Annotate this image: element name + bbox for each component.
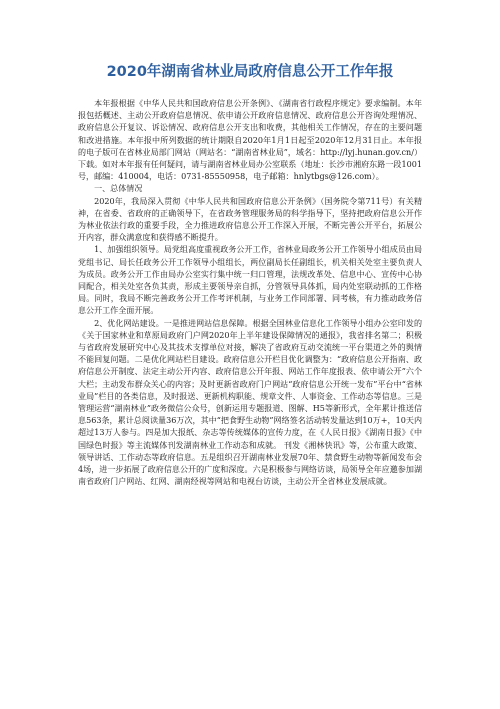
- document-title: 2020年湖南省林业局政府信息公开工作年报: [106, 64, 394, 80]
- intro-paragraph: 本年报根据《中华人民共和国政府信息公开条例》、《湖南省行政程序规定》要求编制。本年报包括概述、主动公开政府信息情况、依申请公开政府信息情况、政府信息公开咨询处理情况、政府信息公开复议、诉讼情况、政府信息公开支出和收费，其他相关工作情况，存在的主要问题和改进措施。本年报中所列数据的统计期限自2020年1月1日起至2020年12月31日止。本年报的电子版可在省林业局部门网站（网站名：“湖南省林业局”，域名：http://lyj.hunan.gov.cn/）下载。如对本年报有任何疑问，请与湖南省林业局办公室联系（地址：长沙市湘府东路一段1001号，邮编：410004，电话：0731-85550958，电子邮箱：hnlytbgs@126.com）。: [78, 99, 422, 182]
- document-body: [78, 98, 422, 489]
- website-construction-paragraph: 2、优化网站建设。一是推进网站信息保障。根据全国林业信息化工作领导小组办公室印发的《关于国家林业和草原局政府门户网2020年上半年建设保障情况的通报》，我省排名第二；积极与省政府发展研究中心及其技术支撑单位对接，解决了省政府互动交流统一平台渠道之外的舆情不能回复问题。二是优化网站栏目建设。政府信息公开栏目优化调整为：“政府信息公开指南、政府信息公开制度、法定主动公开内容、政府信息公开年报、网站工作年度报表、依申请公开”六个大栏；主动发布群众关心的内容；及时更新省政府门户网站“政府信息公开统一发布”平台中“省林业局”栏目的各类信息，及时报送、更新机构职能、规章文件、人事资金、工作动态等信息。三是管理运营“湖南林业”政务微信公众号，创新运用专题报道、图解、H5等新形式，全年累计推送信息563条，累计总阅读量36万次，其中“把食野生动物”网络签名活动转发量达到10万+，10天内超过13万人参与。四是加大报纸、杂志等传统媒体的宣传力度，在《人民日报》《湖南日报》《中国绿色时报》等主流媒体刊发湖南林业工作动态和成就。 刊发《湘林快讯》等，公布重大政策、领导讲话、工作动态等政府信息。五是组织召开湖南林业发展70年、禁食野生动物等新闻发布会4场，进一步拓展了政府信息公开的广度和深度。六是积极参与网络访谈，局领导全年应邀参加湖南省政府门户网站、红网、湖南经视等网站和电视台访谈，主动公开全省林业发展成就。: [78, 318, 422, 487]
- organization-leadership-paragraph: 1、加强组织领导。局党组高度重视政务公开工作，省林业局政务公开工作领导小组成员由局党组书记、局长任政务公开工作领导小组组长，两位副局长任副组长，机关相关处室主要负责人为成员。政务公开工作由局办公室实行集中统一归口管理，法规改革处、信息中心、宣传中心协同配合，相关处室各负其责，形成主要领导亲自抓，分管领导具体抓，局内处室联动抓的工作格局。同时，我局不断完善政务公开工作考评机制，与业务工作同部署、同考核，有力推动政务信息公开工作全面开展。: [78, 245, 422, 316]
- section-heading-overview: 一、总体情况: [94, 184, 143, 194]
- overview-paragraph: 2020年，我局深入贯彻《中华人民共和国政府信息公开条例》（国务院令第711号）有关精神，在省委、省政府的正确领导下，在省政务管理服务局的科学指导下，坚持把政府信息公开作为林业依法行政的重要手段，全力推进政府信息公开工作深入开展，不断完善公开平台，拓展公开内容，群众满意度和获得感不断提升。: [78, 196, 422, 243]
